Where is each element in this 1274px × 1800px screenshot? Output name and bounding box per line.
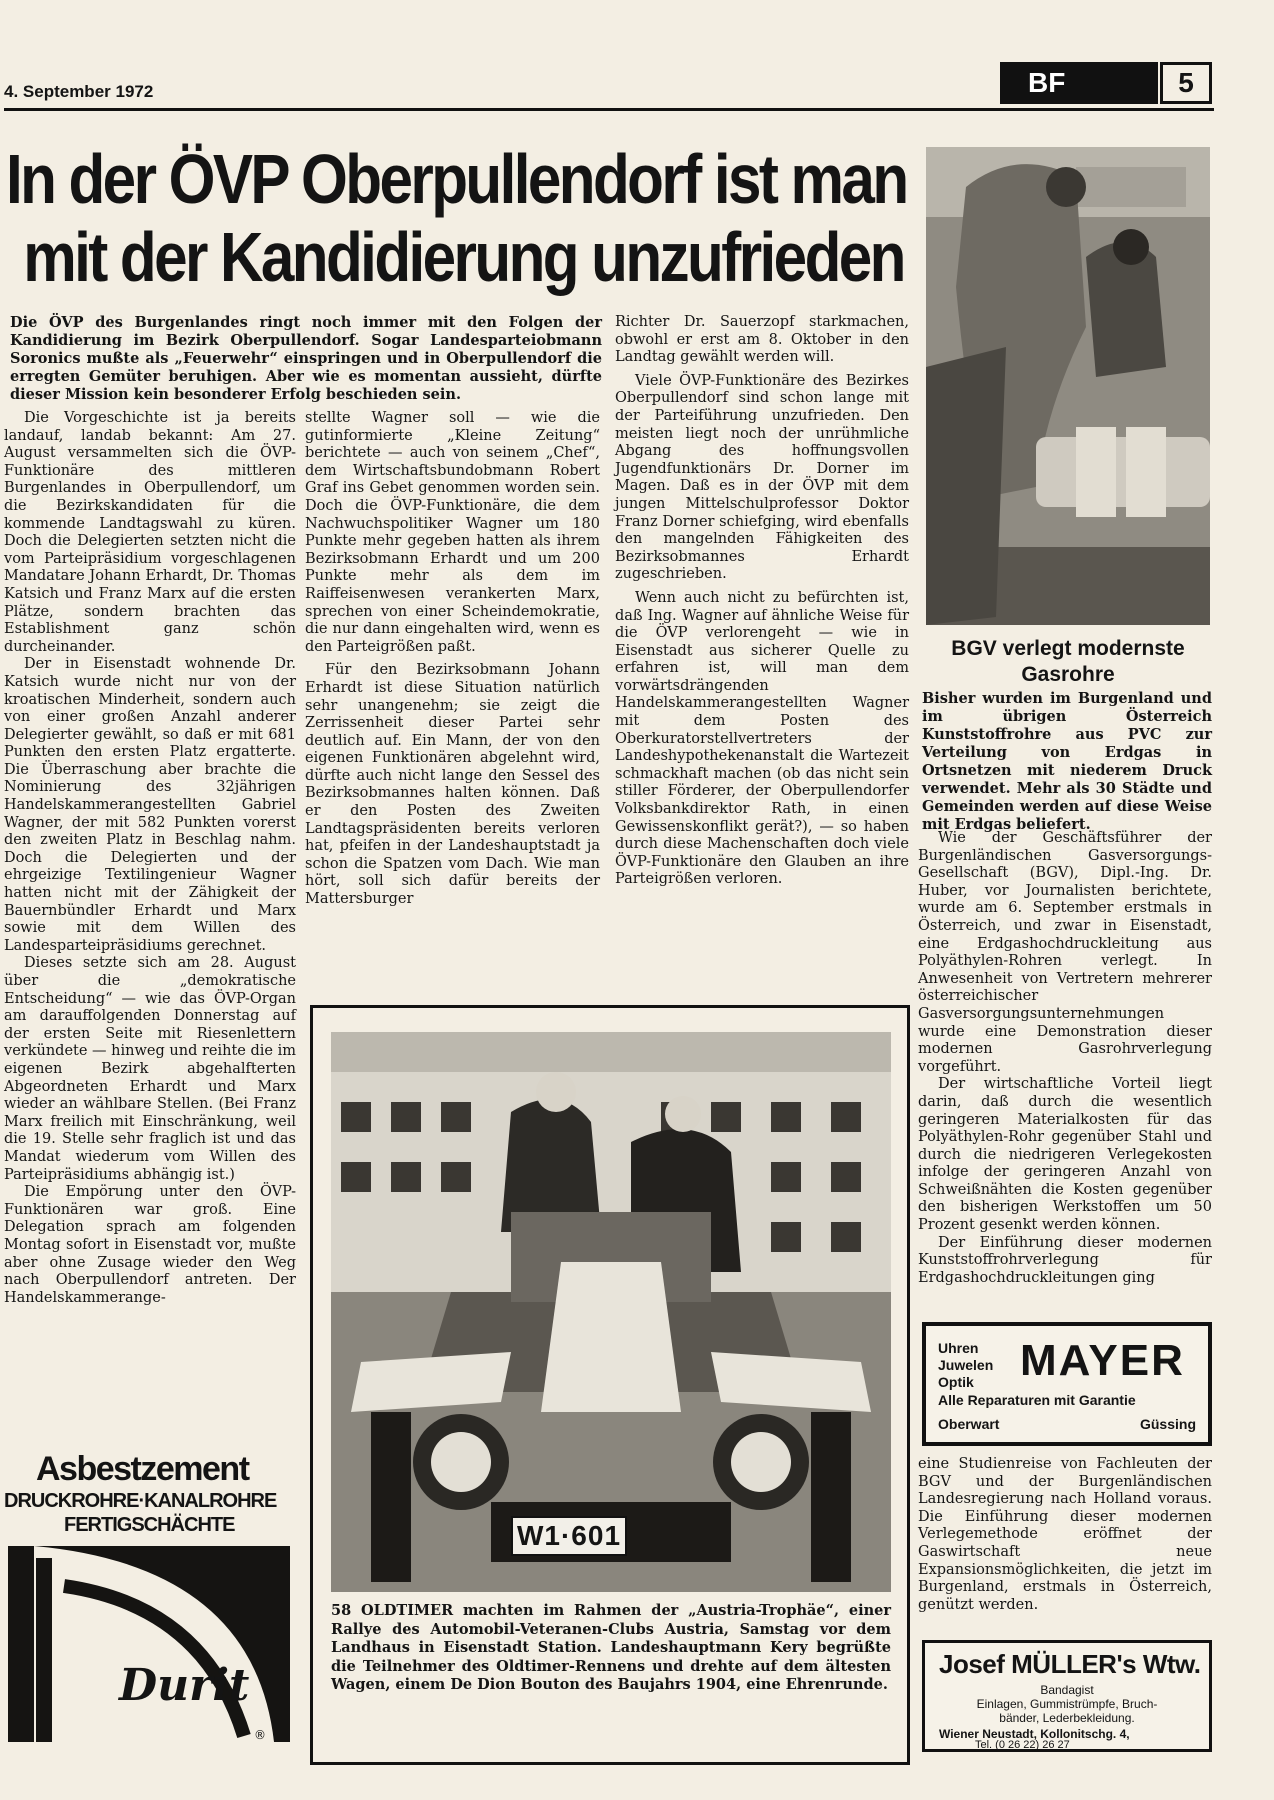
- asbest-line3: FERTIGSCHÄCHTE: [64, 1514, 235, 1536]
- paper-badge: BF: [1000, 62, 1158, 104]
- article-column-1: [4, 410, 296, 1307]
- headline-line-2: mit der Kandidierung unzufrieden: [23, 218, 904, 296]
- col3-paragraph: Wenn auch nicht zu befürchten ist, daß Ing. Wagner auf ähnliche Weise für die ÖVP verlorengeht — wie in Eisenstadt aus sicherer Quelle zu erfahren ist, will man dem vorwärtsdrängenden Handelskammerangestellten Wagner mit dem Posten des Oberkuratorstellvertreters der Landeshypothekenanstalt die Wartezeit schmackhaft machen (ob das nicht sein stiller Förderer, der Oberpullendorfer Volksbankdirektor Rath, in einen Gewissenskonflikt gerät?), — so haben durch diese Machenschaften doch viele ÖVP-Funktionäre den Glauben an ihre Parteigrößen verloren.: [615, 589, 909, 888]
- asbestzement-ad: [4, 1450, 296, 1750]
- gas-paragraph: Der Einführung dieser modernen Kunststoffrohrverlegung für Erdgashochdruckleitungen ging: [918, 1234, 1212, 1286]
- col2-paragraph: stellte Wagner soll — wie die gutinformierte „Kleine Zeitung“ berichtete — auch von seinem „Chef“, dem Wirtschaftsbundobmann Robert Graf ins Gebet genommen worden sein. Doch die ÖVP-Funktionäre, die dem Nachwuchspolitiker Wagner um 180 Punkte mehr gegeben hatten als ihrem Bezirksobmann Erhardt und um 200 Punkte mehr als dem im Raiffeisenwesen verankerten Marx, sprechen von einer Scheindemokratie, die nur dann eingehalten wird, wenn es den Parteigrößen paßt.: [305, 410, 600, 655]
- article-lead: Die ÖVP des Burgenlandes ringt noch immer mit den Folgen der Kandidierung im Bezirk Oberpullendorf. Sogar Landesparteiobmann Soronics mußte als „Feuerwehr“ einspringen und in Oberpullendorf die erregten Gemüter beruhigen. Aber wie es momentan aussieht, dürfte dieser Mission kein besonderer Erfolg beschieden sein.: [10, 314, 602, 403]
- col2-paragraph: Für den Bezirksobmann Johann Erhardt ist diese Situation natürlich sehr unangenehm; sie zeigt die Zerrissenheit dieser Partei sehr deutlich auf. Ein Mann, der von den eigenen Funktionären abgelehnt wird, dürfte auch nicht lange den Sessel des Bezirksobmannes halten können. Daß er den Posten des Zweiten Landtagspräsidenten bereits verloren hat, pfeifen in der Landeshauptstadt ja schon die Spatzen vom Dach. Wie man hört, soll sich dafür bereits der Mattersburger: [305, 662, 600, 908]
- page-number: 5: [1160, 62, 1212, 104]
- gas-article-title: BGV verlegt modernste Gasrohre: [951, 637, 1185, 686]
- col1-paragraph: Dieses setzte sich am 28. August über die „demokratische Entscheidung“ — wie das ÖVP-Organ am darauffolgenden Donnerstag auf der ersten Seite mit Riesenlettern verkündete — hinweg und reihte die im eigenen Bezirk abgehalfterten Abgeordneten Erhardt und Marx wieder an wählbare Stellen. (Bei Franz Marx freilich mit Einschränkung, weil die 19. Stelle sehr fraglich ist und das Mandat wiederum vom Willen des Parteipräsidiums abhängig ist.): [4, 955, 296, 1183]
- mueller-trade: Bandagist: [1040, 1683, 1094, 1697]
- mayer-name: MAYER: [1020, 1336, 1185, 1385]
- gas-article-continued: eine Studienreise von Fachleuten der BGV und der Burgenländischen Landesregierung nach Holland voraus. Die Einführung dieser modernen Verlegemethode eröffnet der Gaswirtschaft neue Expansionsmöglichkeiten, die jetzt im Burgenland, erstmals in Österreich, genützt werden.: [918, 1456, 1212, 1613]
- mayer-service: Optik: [938, 1374, 974, 1390]
- col1-paragraph: Der in Eisenstadt wohnende Dr. Katsich wurde nicht nur von der kroatischen Minderheit, sondern auch von einer großen Anzahl anderer Delegierter gewählt, so daß er mit 681 Punkten den ersten Platz ergatterte. Die Überraschung aber brachte die Nominierung des 32jährigen Handelskammerangestellten Gabriel Wagner, der mit 582 Punkten vorerst den zweiten Platz in Beschlag nahm. Doch die Delegierten und der ehrgeizige Textilingenieur Wagner hatten nicht mit der Zähigkeit der Bauernbündler Erhardt und Marx sowie mit dem Willen des Landesparteipräsidiums gerechnet.: [4, 656, 296, 954]
- durit-brand: Durit: [119, 1660, 250, 1711]
- headline: [6, 140, 907, 296]
- gas-paragraph: Der wirtschaftliche Vorteil liegt darin, daß durch die wesentlich geringeren Materialkosten für das Polyäthylen-Rohr gegenüber Stahl und durch die niedrigeren Verlegekosten infolge der geringeren Anzahl von Schweißnähten die Kosten gegenüber den bisherigen Werkstoffen um 50 Prozent gesenkt werden können.: [918, 1076, 1212, 1234]
- license-plate: W1·601: [511, 1516, 627, 1556]
- mayer-town-left: Oberwart: [938, 1416, 1000, 1432]
- header-rule: [4, 108, 1214, 111]
- oldtimer-photo: [331, 1032, 891, 1592]
- mueller-line2: bänder, Lederbekleidung.: [999, 1711, 1135, 1725]
- col1-paragraph: Die Empörung unter den ÖVP-Funktionären war groß. Eine Delegation sprach am folgenden Montag sofort in Eisenstadt vor, mußte aber ohne Zusage wieder den Weg nach Oberpullendorf antreten. Der Handelskammerange-: [4, 1184, 296, 1306]
- durit-registered-mark: ®: [254, 1728, 266, 1742]
- mayer-tagline: Alle Reparaturen mit Garantie: [938, 1392, 1136, 1408]
- mueller-line1: Einlagen, Gummistrümpfe, Bruch-: [976, 1697, 1158, 1711]
- col3-paragraph: Viele ÖVP-Funktionäre des Bezirkes Oberpullendorf sind schon lange mit der Parteiführung unzufrieden. Den meisten liegt noch der unrühmliche Abgang des hoffnungsvollen Jugendfunktionärs Dr. Dorner im Magen. Daß es in der ÖVP mit dem jungen Mittelschulprofessor Doktor Franz Dorner schiefging, wird ebenfalls den mangelnden Fähigkeiten des Bezirksobmannes Erhardt zugeschrieben.: [615, 372, 909, 583]
- gas-pipe-photo: [926, 147, 1210, 625]
- asbest-title: Asbestzement: [36, 1450, 249, 1488]
- mayer-service: Juwelen: [938, 1357, 994, 1373]
- mueller-address: Wiener Neustadt, Kollonitschg. 4,: [939, 1727, 1130, 1741]
- mayer-ad: [922, 1322, 1212, 1446]
- oldtimer-caption: 58 OLDTIMER machten im Rahmen der „Austria-Trophäe“, einer Rallye des Automobil-Veteranen-Clubs Austria, Samstag vor dem Landhaus in Eisenstadt Station. Landeshauptmann Kery begrüßte die Teilnehmer des Oldtimer-Rennens und drehte auf dem ältesten Wagen, einem De Dion Bouton des Baujahrs 1904, eine Ehrenrunde.: [331, 1602, 891, 1693]
- oldtimer-photo-box: [310, 1005, 910, 1765]
- asbest-line2: DRUCKROHRE·KANALROHRE: [4, 1490, 277, 1512]
- col1-paragraph: Die Vorgeschichte ist ja bereits landauf, landab bekannt: Am 27. August versammelten sich die ÖVP-Funktionäre des mittleren Burgenlandes in Oberpullendorf, um die Bezirkskandidaten für die kommende Landtagswahl zu küren. Doch die Delegierten setzten nicht die vom Parteipräsidium vorgeschlagenen Mandatare Johann Erhardt, Dr. Thomas Katsich und Franz Marx auf die ersten Plätze, sondern brachten das Establishment ganz schön durcheinander.: [4, 410, 296, 655]
- article-column-2: [305, 410, 600, 909]
- mueller-phone: Tel. (0 26 22) 26 27: [975, 1739, 1070, 1751]
- article-column-3: [615, 314, 909, 889]
- issue-date: 4. September 1972: [4, 82, 154, 101]
- mueller-name: Josef MÜLLER's Wtw.: [939, 1649, 1201, 1679]
- mayer-town-right: Güssing: [1139, 1416, 1196, 1432]
- headline-line-1: In der ÖVP Oberpullendorf ist man: [6, 140, 907, 218]
- col3-paragraph: Richter Dr. Sauerzopf starkmachen, obwohl er erst am 8. Oktober in den Landtag gewählt werden will.: [615, 314, 909, 366]
- gas-article-intro: Bisher wurden im Burgenland und im übrigen Österreich Kunststoffrohre aus PVC zur Verteilung von Erdgas in Ortsnetzen mit niederem Druck verwendet. Mehr als 30 Städte und Gemeinden werden auf diese Weise mit Erdgas beliefert.: [922, 690, 1212, 833]
- gas-paragraph: Wie der Geschäftsführer der Burgenländischen Gasversorgungs-Gesellschaft (BGV), Dipl.-Ing. Dr. Huber, vor Journalisten berichtete, wurde am 6. September erstmals in Österreich, und zwar in Eisenstadt, eine Erdgashochdruckleitung aus Polyäthylen-Rohren verlegt. In Anwesenheit von Vertretern mehrerer österreichischer Gasversorgungsunternehmungen wurde eine Demonstration dieser modernen Gasrohrverlegung vorgeführt.: [918, 830, 1212, 1075]
- gas-article-body: [918, 830, 1212, 1287]
- durit-logo-graphic: [4, 1546, 296, 1746]
- mayer-service: Uhren: [938, 1340, 979, 1356]
- mueller-ad: [922, 1640, 1212, 1752]
